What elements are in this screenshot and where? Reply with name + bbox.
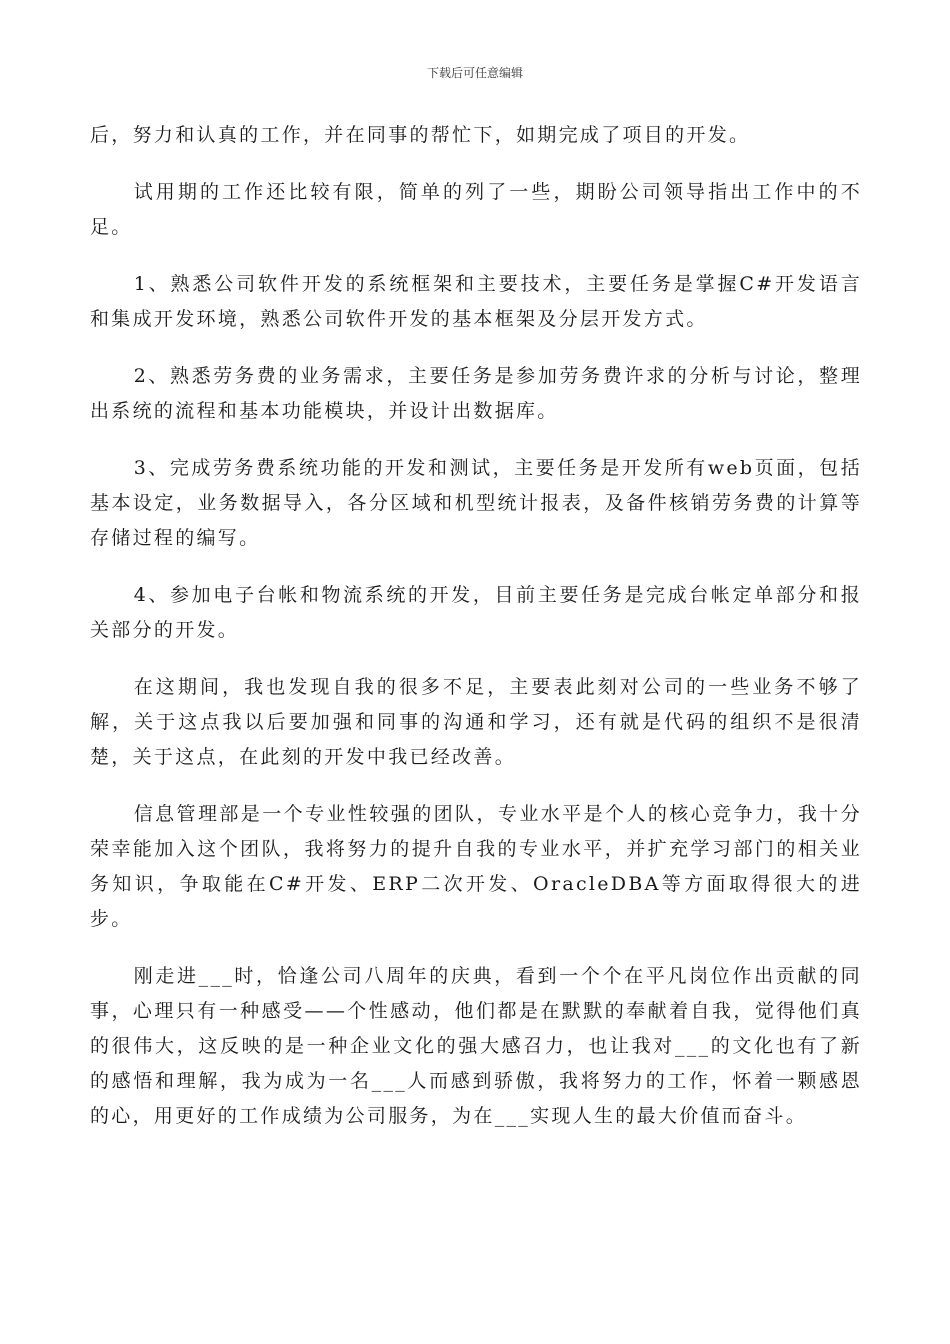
document-body [90, 118, 862, 1156]
paragraph-item-1: 1、熟悉公司软件开发的系统框架和主要技术，主要任务是掌握C#开发语言和集成开发环境，熟悉公司软件开发的基本框架及分层开发方式。 [90, 273, 862, 330]
paragraph-item-3: 3、完成劳务费系统功能的开发和测试，主要任务是开发所有web页面，包括基本设定，业务数据导入，各分区域和机型统计报表，及备件核销劳务费的计算等存储过程的编写。 [90, 457, 862, 549]
paragraph-closing: 刚走进___时，恰逢公司八周年的庆典，看到一个个在平凡岗位作出贡献的同事，心理只有一种感受——个性感动，他们都是在默默的奉献着自我，觉得他们真的很伟大，这反映的是一种企业文化的强大感召力，也让我对___的文化也有了新的感悟和理解，我为成为一名___人而感到骄傲，我将努力的工作，怀着一颗感恩的心，用更好的工作成绩为公司服务，为在___实现人生的最大价值而奋斗。 [90, 965, 862, 1127]
paragraph-team: 信息管理部是一个专业性较强的团队，专业水平是个人的核心竞争力，我十分荣幸能加入这个团队，我将努力的提升自我的专业水平，并扩充学习部门的相关业务知识，争取能在C#开发、ERP二次开发、OracleDBA等方面取得很大的进步。 [90, 803, 862, 930]
paragraph-intro: 试用期的工作还比较有限，简单的列了一些，期盼公司领导指出工作中的不足。 [90, 181, 862, 238]
paragraph-continuation: 后，努力和认真的工作，并在同事的帮忙下，如期完成了项目的开发。 [90, 124, 751, 146]
paragraph-shortcomings: 在这期间，我也发现自我的很多不足，主要表此刻对公司的一些业务不够了解，关于这点我以后要加强和同事的沟通和学习，还有就是代码的组织不是很清楚，关于这点，在此刻的开发中我已经改善。 [90, 676, 862, 768]
page-header: 下载后可任意编辑 [426, 66, 523, 80]
paragraph-item-4: 4、参加电子台帐和物流系统的开发，目前主要任务是完成台帐定单部分和报关部分的开发。 [90, 584, 862, 641]
paragraph-item-2: 2、熟悉劳务费的业务需求，主要任务是参加劳务费许求的分析与讨论，整理出系统的流程和基本功能模块，并设计出数据库。 [90, 365, 862, 422]
